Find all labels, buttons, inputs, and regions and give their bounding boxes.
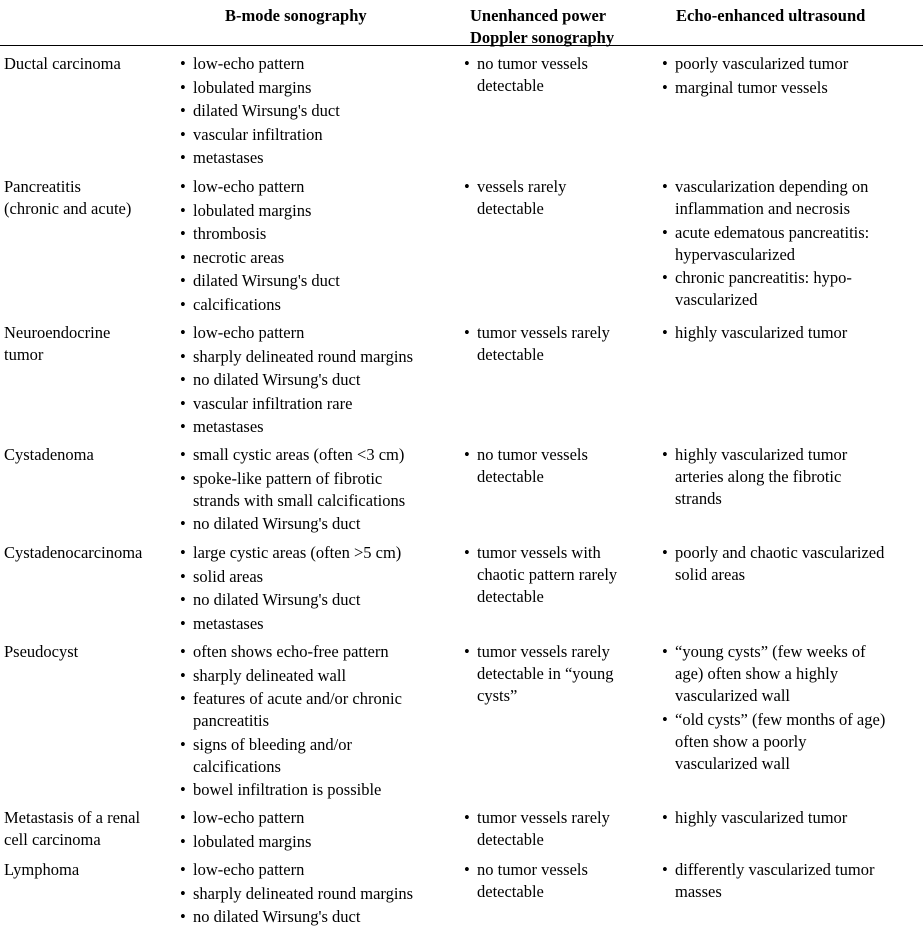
label-line: tumor [4,345,44,364]
item-line: • often shows echo-free pattern [193,642,389,661]
item-line: • sharply delineated wall [193,665,347,685]
cell-doppler [462,322,657,368]
item-line: • sharply delineated round margins [193,883,414,903]
list-item [178,346,463,368]
list-item [178,223,463,245]
list-item [178,542,463,564]
cell-bmode [178,53,463,171]
list-item [178,416,463,438]
item-line: • lobulated margins [193,831,312,851]
item-line: • features of acute and/or chronic [193,689,402,708]
item-line: hypervascularized [675,244,796,264]
item-line: cysts” [477,686,518,705]
item-line: • no tumor vessels [477,860,588,879]
item-line: detectable [477,830,544,849]
label-line: Ductal carcinoma [4,54,121,73]
item-line: • vessels rarely [477,177,567,196]
item-line: masses [675,882,722,901]
list-item [178,270,463,292]
item-line: • vascular infiltration [193,124,323,144]
cell-bmode [178,322,463,440]
item-line: • signs of bleeding and/or [193,734,353,754]
list-item [178,641,463,663]
row-label [4,641,78,663]
list-item [660,859,922,903]
item-line: • bowel infiltration is possible [193,780,382,799]
list-item [178,124,463,146]
item-line: • small cystic areas (often <3 cm) [193,445,405,464]
cell-echo [660,444,922,512]
cell-doppler [462,542,657,610]
row-label [4,53,121,75]
item-line: • low-echo pattern [193,808,305,827]
label-line: (chronic and acute) [4,199,132,218]
item-line: often show a poorly [675,731,807,751]
item-line: • spoke-like pattern of fibrotic [193,468,383,488]
list-item [660,807,922,829]
item-line: • low-echo pattern [193,860,305,879]
list-item [178,665,463,687]
item-line: • dilated Wirsung's duct [193,271,340,290]
item-line: • differently vascularized tumor [675,860,875,879]
cell-echo [660,542,922,588]
list-item [178,247,463,269]
cell-echo [660,859,922,905]
label-line: Metastasis of a renal [4,808,141,827]
item-line: • highly vascularized tumor [675,323,848,342]
list-item [660,222,922,266]
cell-bmode [178,859,463,930]
item-line: • vascularization depending on [675,177,869,196]
label-line: Cystadenoma [4,445,94,464]
item-line: arteries along the fibrotic [675,467,842,486]
list-item [178,100,463,122]
item-line: • vascular infiltration rare [193,393,353,413]
item-line: • lobulated margins [193,200,312,220]
item-line: • chronic pancreatitis: hypo- [675,268,852,287]
list-item [660,267,922,311]
item-line: detectable [477,345,544,364]
cell-bmode [178,542,463,636]
row-label [4,807,140,851]
list-item [178,859,463,881]
header-echo: Echo-enhanced ultrasound [676,6,866,25]
item-line: calcifications [193,756,281,776]
item-line: • lobulated margins [193,77,312,97]
item-line: • solid areas [193,566,264,586]
cell-echo [660,53,922,100]
item-line: • metastases [193,417,264,436]
header-divider [0,45,923,46]
item-line: age) often show a highly [675,664,839,683]
item-line: • no tumor vessels [477,445,588,464]
list-item [462,444,657,488]
item-line: • metastases [193,613,264,633]
header-doppler-line1: Unenhanced power [470,6,607,25]
cell-echo [660,641,922,776]
list-item [178,77,463,99]
label-line: Lymphoma [4,860,80,879]
item-line: vascularized wall [675,686,790,705]
list-item [178,444,463,466]
cell-doppler [462,807,657,853]
item-line: strands [675,489,722,508]
item-line: detectable [477,199,544,218]
item-line: detectable [477,76,544,95]
item-line: • no dilated Wirsung's duct [193,514,361,533]
item-line: pancreatitis [193,711,270,730]
list-item [178,294,463,316]
item-line: inflammation and necrosis [675,199,851,218]
cell-bmode [178,176,463,317]
cell-doppler [462,53,657,99]
list-item [178,734,463,778]
item-line: • large cystic areas (often >5 cm) [193,543,402,562]
list-item [178,147,463,169]
list-item [178,613,463,635]
list-item [178,566,463,588]
cell-echo [660,322,922,346]
header-doppler [470,5,614,49]
list-item [178,322,463,344]
list-item [178,807,463,829]
row-label [4,542,142,564]
item-line: • tumor vessels rarely [477,808,610,827]
cell-bmode [178,444,463,537]
item-line: detectable [477,467,544,486]
item-line: • marginal tumor vessels [675,77,828,97]
label-line: Neuroendocrine [4,323,111,342]
cell-echo [660,807,922,831]
item-line: • low-echo pattern [193,54,305,73]
list-item [178,53,463,75]
list-item [178,779,463,801]
item-line: • no dilated Wirsung's duct [193,590,361,609]
row-label [4,176,131,220]
list-item [660,444,922,510]
item-line: • tumor vessels rarely [477,323,610,342]
item-line: • no dilated Wirsung's duct [193,907,361,926]
label-line: Pancreatitis [4,177,81,196]
item-line: • calcifications [193,294,281,314]
list-item [660,641,922,707]
item-line: • highly vascularized tumor [675,808,848,827]
list-item [660,709,922,775]
list-item [178,883,463,905]
item-line: solid areas [675,565,746,584]
list-item [462,641,657,707]
list-item [462,542,657,608]
item-line: detectable in “young [477,664,614,683]
list-item [178,513,463,535]
label-line: cell carcinoma [4,830,101,849]
cell-bmode [178,641,463,803]
item-line: • tumor vessels with [477,543,601,562]
row-label [4,444,94,466]
list-item [462,176,657,220]
item-line: • metastases [193,148,264,167]
row-label [4,859,79,881]
list-item [462,807,657,851]
label-line: Pseudocyst [4,642,79,661]
list-item [178,393,463,415]
item-line: detectable [477,587,544,606]
row-label [4,322,110,366]
cell-doppler [462,641,657,709]
item-line: • “young cysts” (few weeks of [675,642,866,661]
list-item [178,176,463,198]
item-line: vascularized [675,290,758,309]
list-item [178,589,463,611]
header-doppler-line2: Doppler sonography [470,28,615,47]
item-line: • tumor vessels rarely [477,642,610,661]
item-line: • no tumor vessels [477,54,588,73]
list-item [660,53,922,75]
item-line: • necrotic areas [193,247,285,267]
item-line: strands with small calcifications [193,490,406,510]
item-line: chaotic pattern rarely [477,565,618,584]
item-line: detectable [477,882,544,901]
item-line: • highly vascularized tumor [675,445,848,464]
list-item [660,542,922,586]
item-line: • thrombosis [193,224,267,243]
label-line: Cystadenocarcinoma [4,543,143,562]
list-item [178,831,463,853]
list-item [660,176,922,220]
item-line: • acute edematous pancreatitis: [675,222,870,242]
item-line: vascularized wall [675,753,790,773]
list-item [178,369,463,391]
cell-echo [660,176,922,313]
item-line: • sharply delineated round margins [193,346,414,366]
cell-doppler [462,859,657,905]
item-line: • “old cysts” (few months of age) [675,709,886,729]
cell-doppler [462,176,657,222]
item-line: • low-echo pattern [193,177,305,196]
list-item [178,468,463,512]
item-line: • no dilated Wirsung's duct [193,370,361,389]
header-bmode: B-mode sonography [225,6,367,25]
list-item [178,688,463,732]
item-line: • poorly and chaotic vascularized [675,543,885,562]
cell-doppler [462,444,657,490]
list-item [178,906,463,928]
list-item [660,322,922,344]
cell-bmode [178,807,463,854]
item-line: • dilated Wirsung's duct [193,101,340,120]
list-item [462,53,657,97]
list-item [462,859,657,903]
list-item [178,200,463,222]
list-item [462,322,657,366]
item-line: • low-echo pattern [193,323,305,342]
list-item [660,77,922,99]
item-line: • poorly vascularized tumor [675,54,849,73]
